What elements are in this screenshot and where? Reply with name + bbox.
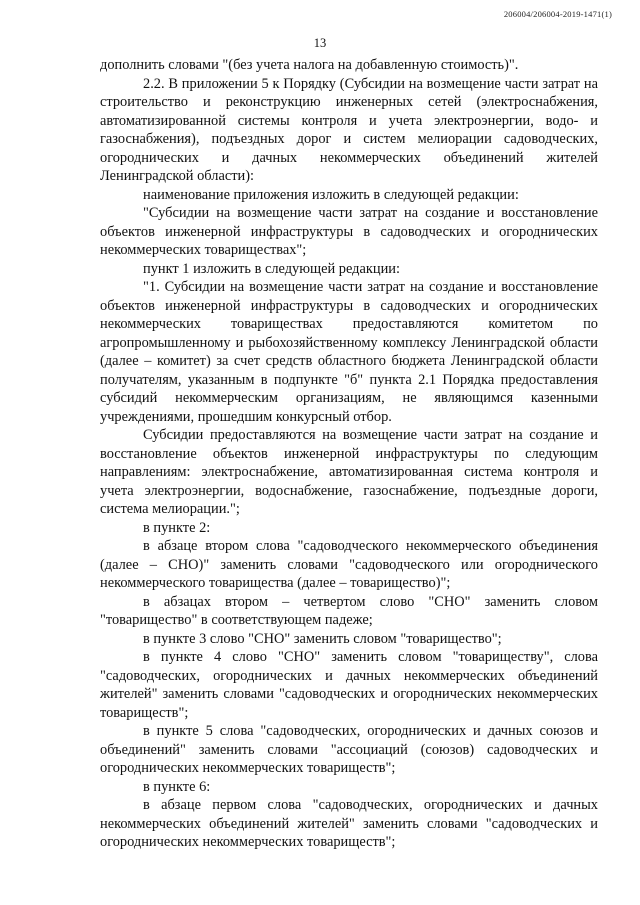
paragraph: в пункте 5 слова "садоводческих, огороднических и дачных союзов и объединений" заменить словами "ассоциаций (союзов) садоводческих и огороднических некоммерческих товариществ"; [100,723,598,776]
paragraph: 2.2. В приложении 5 к Порядку (Субсидии на возмещение части затрат на строительство и реконструкцию инженерных сетей (электроснабжения, автоматизированной системы контроля и учета электроэнергии, водо- и газоснабжения), подъездных дорог и систем мелиорации садоводческих, огороднических и дачных некоммерческих объединений жителей Ленинградской области): [100,75,598,184]
paragraph: в пункте 4 слово "СНО" заменить словом "товариществу", слова "садоводческих, огороднических и дачных некоммерческих объединений жителей" заменить словами "садоводческих и огороднических некоммерческих товариществ"; [100,649,598,721]
paragraph: пункт 1 изложить в следующей редакции: [143,260,400,277]
paragraph: Субсидии предоставляются на возмещение части затрат на создание и восстановление объектов инженерной инфраструктуры по следующим направлениям: электроснабжение, автоматизированная система контроля и учета электроэнергии, водоснабжение, газоснабжение, подъездные дороги, система мелиорации."; [100,427,598,517]
page-number: 13 [313,36,327,50]
document-id: 206004/206004-2019-1471(1) [503,9,612,19]
paragraph: в пункте 3 слово "СНО" заменить словом "товарищество"; [143,630,502,647]
paragraph: "Субсидии на возмещение части затрат на создание и восстановление объектов инженерной инфраструктуры в садоводческих и огороднических некоммерческих товариществах"; [100,205,598,258]
document-body [100,56,598,852]
paragraph: в абзаце втором слова "садоводческого некоммерческого объединения (далее – СНО)" заменить словами "садоводческого или огороднического некоммерческого товарищества (далее – товарищество)"; [100,538,598,591]
paragraph: дополнить словами "(без учета налога на добавленную стоимость)". [100,57,519,73]
paragraph: в абзаце первом слова "садоводческих, огороднических и дачных некоммерческих объединений жителей" заменить словами "садоводческих и огороднических некоммерческих товариществ"; [100,797,598,850]
paragraph: в пункте 6: [143,778,211,795]
paragraph: в абзацах втором – четвертом слово "СНО" заменить словом "товарищество" в соответствующем падеже; [100,593,598,628]
paragraph: в пункте 2: [143,519,211,536]
paragraph: наименование приложения изложить в следующей редакции: [143,186,519,203]
paragraph: "1. Субсидии на возмещение части затрат на создание и восстановление объектов инженерной инфраструктуры в садоводческих и огороднических некоммерческих товариществах предоставляются комитетом по агропромышленному и рыбохозяйственному комплексу Ленинградской области (далее – комитет) за счет средств областного бюджета Ленинградской области получателям, указанным в подпункте "б" пункта 2.1 Порядка предоставления субсидий некоммерческим организациям, не являющимся казенными учреждениями, прошедшим конкурсный отбор. [100,279,598,425]
